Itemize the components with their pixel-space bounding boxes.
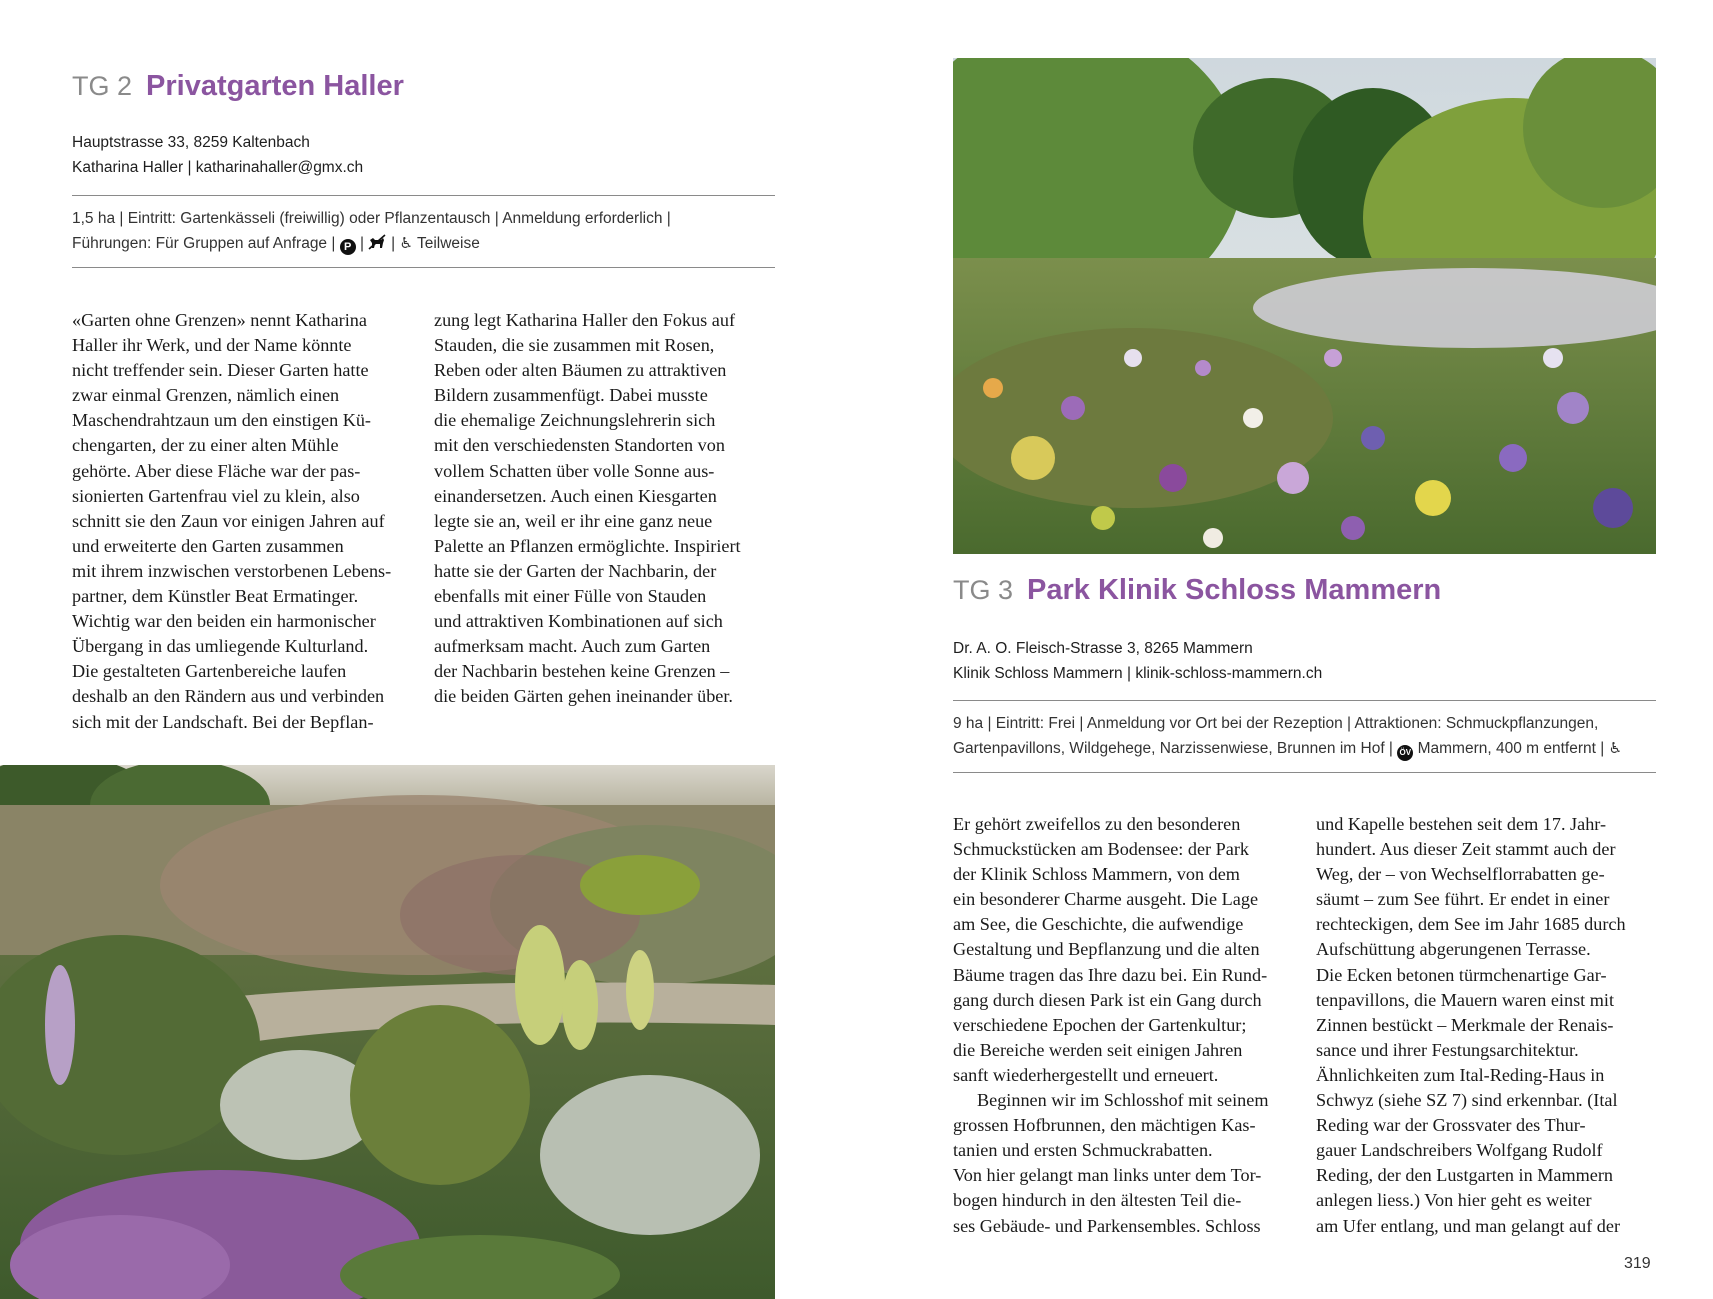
text-line: Beginnen wir im Schlosshof mit seinem: [977, 1090, 1269, 1111]
text-line: Übergang in das umliegende Kulturland.: [72, 636, 369, 657]
info-line: Führungen: Für Gruppen auf Anfrage | P | | ♿ Teilweise: [72, 234, 480, 253]
text-line: sionierten Gartenfrau viel zu klein, also: [72, 485, 360, 506]
text-line: ebenfalls mit einer Fülle von Stauden: [434, 586, 707, 607]
text-line: zung legt Katharina Haller den Fokus auf: [434, 310, 736, 330]
info-text: Teilweise: [416, 235, 480, 252]
text-line: und attraktiven Kombinationen auf sich: [434, 611, 723, 632]
body-column: [72, 308, 417, 735]
right-info-block: [953, 711, 1693, 761]
text-line: Haller ihr Werk, und der Name könnte: [72, 335, 352, 356]
contact-line: Klinik Schloss Mammern | klinik-schloss-mammern.ch: [953, 665, 1323, 682]
text-line: Maschendrahtzaun um den einstigen Kü-: [72, 410, 371, 431]
text-line: mit den verschiedensten Standorten von: [434, 435, 725, 456]
wheelchair-icon: ♿: [399, 234, 413, 252]
divider: [72, 267, 775, 268]
garden-title: Privatgarten Haller: [146, 70, 404, 102]
info-line: 9 ha | Eintritt: Frei | Anmeldung vor Ort bei der Rezeption | Attraktionen: Schmuckpflanzungen,: [953, 715, 1599, 732]
text-line: Stauden, die sie zusammen mit Rosen,: [434, 335, 715, 356]
text-line: tanien und ersten Schmuckrabatten.: [953, 1140, 1213, 1161]
info-text: Mammern, 400 m entfernt |: [1417, 740, 1605, 757]
garden-code: TG 2: [72, 71, 133, 101]
left-info-block: [72, 206, 792, 256]
right-heading: [953, 574, 1441, 607]
text-line: verschiedene Epochen der Gartenkultur;: [953, 1014, 1247, 1035]
wheelchair-icon: ♿: [1608, 739, 1623, 757]
dog-icon: [368, 234, 391, 252]
info-text: Führungen: Für Gruppen auf Anfrage |: [72, 235, 336, 252]
text-line: Gestaltung und Bepflanzung und die alten: [953, 939, 1260, 960]
text-line: und erweiterte den Garten zusammen: [72, 535, 344, 556]
text-line: Bildern zusammenfügt. Dabei musste: [434, 385, 708, 406]
text-line: Die gestalteten Gartenbereiche laufen: [72, 661, 347, 682]
text-line: Ähnlichkeiten zum Ital-Reding-Haus in: [1316, 1064, 1605, 1085]
address: Dr. A. O. Fleisch-Strasse 3, 8265 Mammern: [953, 640, 1253, 657]
garden-title: Park Klinik Schloss Mammern: [1027, 574, 1442, 606]
right-contact-block: [953, 636, 1322, 686]
info-text: Gartenpavillons, Wildgehege, Narzissenwiese, Brunnen im Hof |: [953, 740, 1393, 757]
text-line: Reben oder alten Bäumen zu attraktiven: [434, 360, 727, 381]
text-line: sance und ihrer Festungsarchitektur.: [1316, 1039, 1579, 1060]
text-line: einandersetzen. Auch einen Kiesgarten: [434, 485, 717, 506]
contact-line: Katharina Haller | katharinahaller@gmx.ch: [72, 159, 364, 176]
body-column: [953, 812, 1298, 1239]
text-line: Zinnen bestückt – Merkmale der Renais-: [1316, 1014, 1614, 1035]
text-line: «Garten ohne Grenzen» nennt Katharina: [72, 310, 367, 330]
text-line: deshalb an den Rändern aus und verbinden: [72, 686, 385, 707]
text-line: säumt – zum See führt. Er endet in einer: [1316, 889, 1610, 910]
text-line: der Nachbarin bestehen keine Grenzen –: [434, 661, 730, 682]
text-line: der Klinik Schloss Mammern, von dem: [953, 864, 1240, 885]
text-line: Palette an Pflanzen ermöglichte. Inspiriert: [434, 535, 741, 556]
left-contact-block: [72, 130, 363, 180]
body-column: [1316, 812, 1661, 1239]
text-line: die Bereiche werden seit einigen Jahren: [953, 1039, 1243, 1060]
public-transport-icon: ÖV: [1397, 745, 1413, 761]
text-line: Reding, der den Lustgarten in Mammern: [1316, 1165, 1613, 1186]
info-line: 1,5 ha | Eintritt: Gartenkässeli (freiwillig) oder Pflanzentausch | Anmeldung erforderlich |: [72, 210, 671, 227]
text-line: zwar einmal Grenzen, nämlich einen: [72, 385, 340, 406]
text-line: sich mit der Landschaft. Bei der Bepflan-: [72, 711, 374, 732]
parking-icon: P: [340, 239, 356, 255]
text-line: anlegen liess.) Von hier geht es weiter: [1316, 1190, 1592, 1211]
page-number: 319: [1624, 1255, 1651, 1272]
text-line: Aufschüttung abgerungenen Terrasse.: [1316, 939, 1591, 960]
text-line: vollem Schatten über volle Sonne aus-: [434, 460, 715, 481]
divider: [72, 195, 775, 196]
text-line: Reding war der Grossvater des Thur-: [1316, 1115, 1586, 1136]
text-line: gehörte. Aber diese Fläche war der pas-: [72, 460, 361, 481]
text-line: Weg, der – von Wechselflorrabatten ge-: [1316, 864, 1605, 885]
text-line: Bäume tragen das Ihre dazu bei. Ein Rund-: [953, 964, 1268, 985]
text-line: Von hier gelangt man links unter dem Tor-: [953, 1165, 1262, 1186]
text-line: hundert. Aus dieser Zeit stammt auch der: [1316, 839, 1616, 860]
text-line: Schmuckstücken am Bodensee: der Park: [953, 839, 1249, 860]
text-line: legte sie an, weil er ihr eine ganz neue: [434, 510, 713, 531]
text-line: mit ihrem inzwischen verstorbenen Lebens-: [72, 560, 392, 581]
garden-photo-haller: [0, 765, 775, 1299]
text-line: am Ufer entlang, und man gelangt auf der: [1316, 1215, 1621, 1236]
info-line: [953, 736, 1693, 761]
address: Hauptstrasse 33, 8259 Kaltenbach: [72, 134, 310, 151]
body-column: [434, 308, 779, 710]
text-line: die beiden Gärten gehen ineinander über.: [434, 686, 733, 707]
text-line: Die Ecken betonen türmchenartige Gar-: [1316, 964, 1607, 985]
text-line: tenpavillons, die Mauern waren einst mit: [1316, 989, 1614, 1010]
text-line: Er gehört zweifellos zu den besonderen: [953, 814, 1241, 834]
text-line: grossen Hofbrunnen, den mächtigen Kas-: [953, 1115, 1256, 1136]
text-line: aufmerksam macht. Auch zum Garten: [434, 636, 711, 657]
text-line: schnitt sie den Zaun vor einigen Jahren auf: [72, 510, 385, 531]
garden-code: TG 3: [953, 575, 1014, 605]
text-line: partner, dem Künstler Beat Ermatinger.: [72, 586, 359, 607]
text-line: rechteckigen, dem See im Jahr 1685 durch: [1316, 914, 1626, 935]
text-line: ses Gebäude- und Parkensembles. Schloss: [953, 1215, 1261, 1236]
divider: [953, 700, 1656, 701]
text-line: und Kapelle bestehen seit dem 17. Jahr-: [1316, 814, 1607, 834]
garden-photo-mammern: [953, 58, 1656, 554]
text-line: am See, die Geschichte, die aufwendige: [953, 914, 1244, 935]
text-line: bogen hindurch in den ältesten Teil die-: [953, 1190, 1242, 1211]
text-line: Schwyz (siehe SZ 7) sind erkennbar. (Ital: [1316, 1090, 1618, 1111]
text-line: die ehemalige Zeichnungslehrerin sich: [434, 410, 716, 431]
divider: [953, 772, 1656, 773]
text-line: sanft wiederhergestellt und erneuert.: [953, 1064, 1219, 1085]
text-line: ein besonderer Charme ausgeht. Die Lage: [953, 889, 1259, 910]
text-line: gang durch diesen Park ist ein Gang durch: [953, 989, 1262, 1010]
text-line: gauer Landschreibers Wolfgang Rudolf: [1316, 1140, 1603, 1161]
text-line: hatte sie der Garten der Nachbarin, der: [434, 560, 717, 581]
text-line: Wichtig war den beiden ein harmonischer: [72, 611, 376, 632]
text-line: chengarten, der zu einer alten Mühle: [72, 435, 339, 456]
left-heading: [72, 70, 404, 103]
text-line: nicht treffender sein. Dieser Garten hatte: [72, 360, 369, 381]
